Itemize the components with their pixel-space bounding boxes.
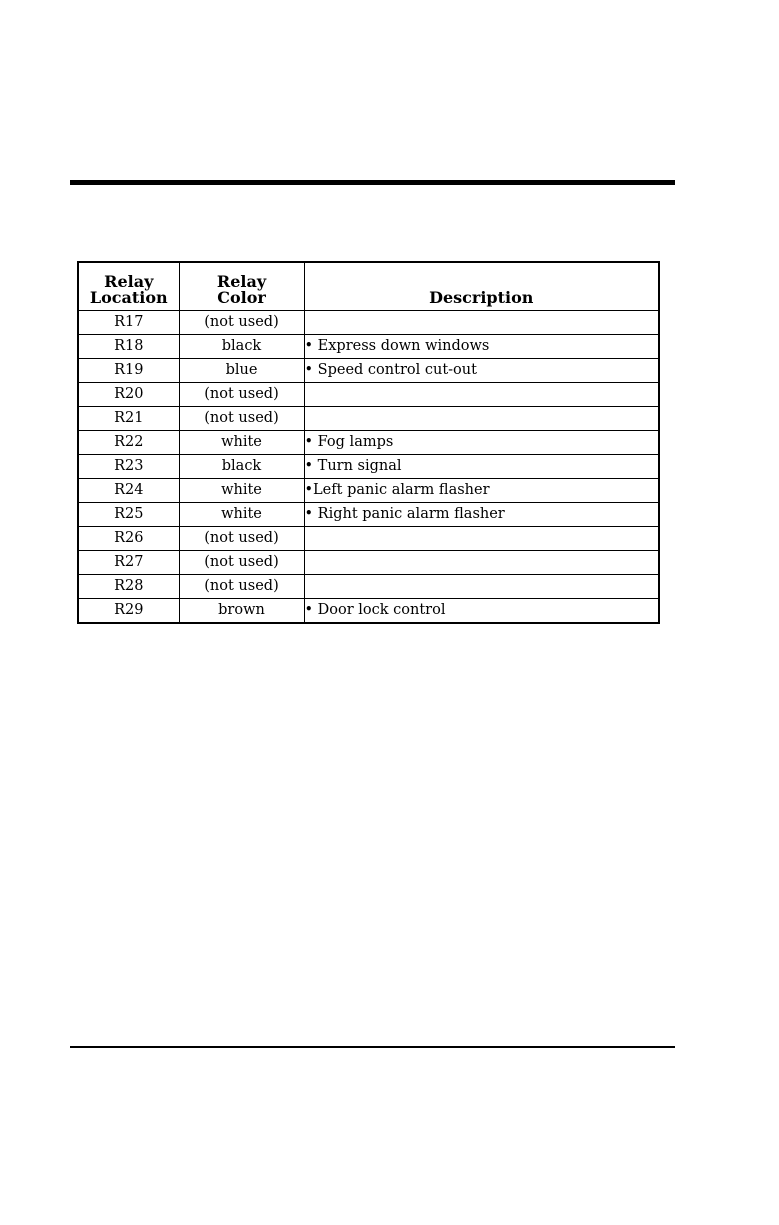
relay-description-cell xyxy=(304,407,659,431)
relay-location-cell: R19 xyxy=(78,359,179,383)
relay-location-cell: R26 xyxy=(78,527,179,551)
relay-description-cell xyxy=(304,311,659,335)
table-row xyxy=(78,431,659,455)
table-row xyxy=(78,455,659,479)
table-row xyxy=(78,359,659,383)
relay-color-cell: (not used) xyxy=(179,551,304,575)
table-row xyxy=(78,479,659,503)
relay-description-cell: • Fog lamps xyxy=(304,431,659,455)
header-relay-location-line1: Relay xyxy=(104,272,154,291)
relay-location-cell: R21 xyxy=(78,407,179,431)
relay-description-cell: • Door lock control xyxy=(304,599,659,624)
header-relay-color-line1: Relay xyxy=(216,272,267,291)
relay-location-cell: R25 xyxy=(78,503,179,527)
relay-location-cell: R27 xyxy=(78,551,179,575)
relay-color-cell: blue xyxy=(179,359,304,383)
relay-color-cell: black xyxy=(179,455,304,479)
relay-color-cell: (not used) xyxy=(179,575,304,599)
relay-color-cell: white xyxy=(179,479,304,503)
relay-description-cell: • Speed control cut-out xyxy=(304,359,659,383)
table-row xyxy=(78,551,659,575)
relay-table xyxy=(77,261,660,624)
table-row xyxy=(78,383,659,407)
relay-color-cell: (not used) xyxy=(179,407,304,431)
top-rule xyxy=(70,180,675,185)
relay-location-cell: R29 xyxy=(78,599,179,624)
relay-location-cell: R17 xyxy=(78,311,179,335)
relay-description-cell xyxy=(304,383,659,407)
relay-location-cell: R23 xyxy=(78,455,179,479)
relay-location-cell: R22 xyxy=(78,431,179,455)
relay-location-cell: R24 xyxy=(78,479,179,503)
header-relay-location xyxy=(78,262,179,311)
relay-color-cell: white xyxy=(179,503,304,527)
relay-color-cell: (not used) xyxy=(179,383,304,407)
header-description xyxy=(304,262,659,311)
relay-description-cell xyxy=(304,527,659,551)
header-description-label: Description xyxy=(429,288,534,307)
table-row xyxy=(78,527,659,551)
relay-description-cell: • Express down windows xyxy=(304,335,659,359)
table-row xyxy=(78,407,659,431)
table-row xyxy=(78,503,659,527)
relay-description-cell: • Right panic alarm flasher xyxy=(304,503,659,527)
relay-description-cell xyxy=(304,551,659,575)
relay-description-cell: • Turn signal xyxy=(304,455,659,479)
header-relay-color xyxy=(179,262,304,311)
relay-color-cell: brown xyxy=(179,599,304,624)
relay-color-cell: black xyxy=(179,335,304,359)
table-row xyxy=(78,575,659,599)
header-relay-location-line2: Location xyxy=(89,288,168,307)
relay-color-cell: (not used) xyxy=(179,311,304,335)
bottom-rule xyxy=(70,1046,675,1048)
relay-location-cell: R18 xyxy=(78,335,179,359)
table-row xyxy=(78,311,659,335)
table-row xyxy=(78,599,659,624)
table-header-row xyxy=(78,262,659,311)
relay-color-cell: (not used) xyxy=(179,527,304,551)
table-row xyxy=(78,335,659,359)
relay-location-cell: R20 xyxy=(78,383,179,407)
relay-color-cell: white xyxy=(179,431,304,455)
relay-description-cell xyxy=(304,575,659,599)
header-relay-color-line2: Color xyxy=(217,288,266,307)
relay-description-cell: •Left panic alarm flasher xyxy=(304,479,659,503)
relay-location-cell: R28 xyxy=(78,575,179,599)
